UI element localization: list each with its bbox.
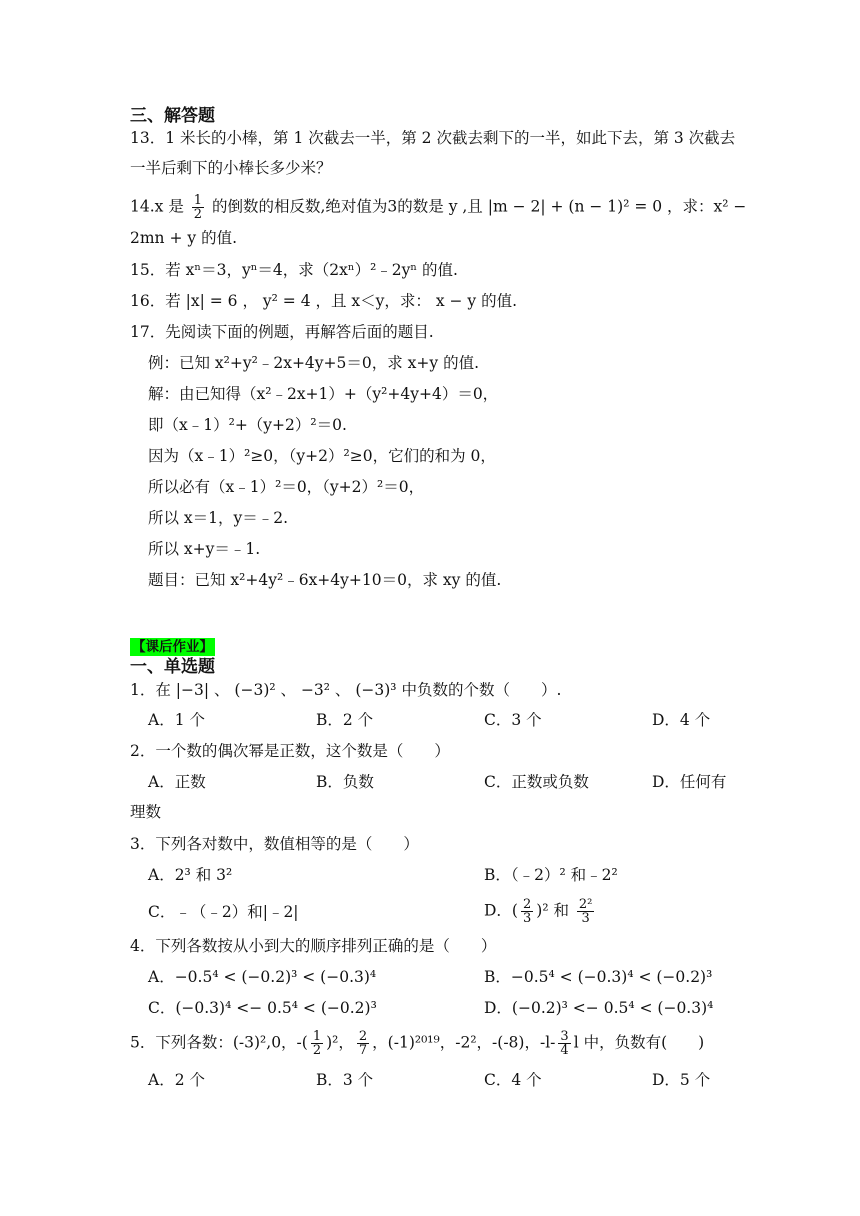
q5-option-d: D．5 个 bbox=[652, 1071, 711, 1089]
section-heading-answers: 三、解答题 bbox=[130, 106, 215, 126]
question-14-suffix: 的倒数的相反数,绝对值为3的数是 y ,且 |m − 2| + (n − 1)² = 0 ，求：x² − bbox=[211, 197, 747, 216]
section-heading-single-choice: 一、单选题 bbox=[130, 657, 215, 677]
q5-part-a: 5．下列各数：(-3)²,0，-( bbox=[130, 1033, 308, 1052]
question-3: 3．下列各对数中，数值相等的是（ ） bbox=[130, 835, 419, 853]
fraction-denominator: 7 bbox=[358, 1043, 368, 1058]
fraction-one-half bbox=[192, 194, 204, 221]
fraction-denominator: 3 bbox=[581, 911, 590, 926]
fraction-denominator: 2 bbox=[193, 207, 203, 222]
example-line-1: 例：已知 x²+y²﹣2x+4y+5＝0，求 x+y 的值. bbox=[148, 354, 480, 372]
example-line-6: 所以 x＝1，y＝﹣2. bbox=[148, 509, 289, 527]
q3-option-c: C．﹣（﹣2）和|﹣2| bbox=[148, 903, 299, 921]
question-14-prefix: 14.x 是 bbox=[130, 197, 184, 216]
question-5 bbox=[130, 1030, 704, 1057]
example-line-8: 题目：已知 x²+4y²﹣6x+4y+10＝0，求 xy 的值. bbox=[148, 571, 502, 589]
q2-option-c: C．正数或负数 bbox=[484, 773, 589, 791]
question-2: 2．一个数的偶次幂是正数，这个数是（ ） bbox=[130, 742, 450, 760]
q4-option-b: B．−0.5⁴ < (−0.3)⁴ < (−0.2)³ bbox=[484, 968, 713, 986]
fraction-denominator: 4 bbox=[560, 1043, 569, 1058]
question-15: 15．若 xⁿ＝3，yⁿ＝4，求（2xⁿ）²﹣2yⁿ 的值. bbox=[130, 261, 458, 279]
homework-tag-line bbox=[130, 636, 215, 657]
fraction-two-squared-over-three bbox=[577, 898, 594, 925]
fraction-denominator: 2 bbox=[312, 1043, 322, 1058]
fraction-numerator: 2 bbox=[522, 897, 532, 912]
fraction-numerator: 2² bbox=[578, 897, 593, 912]
fraction-numerator: 2 bbox=[358, 1029, 368, 1044]
q3-option-a: A．2³ 和 3² bbox=[148, 866, 233, 884]
fraction-numerator: 1 bbox=[312, 1029, 322, 1044]
example-line-5: 所以必有（x﹣1）²＝0，（y+2）²＝0， bbox=[148, 478, 425, 496]
question-17: 17．先阅读下面的例题，再解答后面的题目. bbox=[130, 323, 434, 341]
q5-part-b: )²， bbox=[326, 1033, 354, 1052]
q3-d-middle: )² 和 bbox=[536, 901, 574, 920]
question-14-line1 bbox=[130, 194, 746, 221]
example-line-3: 即（x﹣1）²+（y+2）²＝0. bbox=[148, 416, 347, 434]
question-14-line2: 2mn + y 的值. bbox=[130, 229, 237, 247]
question-13-line2: 一半后剩下的小棒长多少米？ bbox=[130, 159, 332, 177]
question-4: 4．下列各数按从小到大的顺序排列正确的是（ ） bbox=[130, 937, 497, 955]
q2-option-a: A．正数 bbox=[148, 773, 206, 791]
q5-option-b: B．3 个 bbox=[316, 1071, 374, 1089]
q1-option-a: A．1 个 bbox=[148, 711, 205, 729]
question-13-line1: 13．1 米长的小棒，第 1 次截去一半，第 2 次截去剩下的一半，如此下去，第 3 次截去 bbox=[130, 129, 736, 147]
q4-option-a: A．−0.5⁴ < (−0.2)³ < (−0.3)⁴ bbox=[148, 968, 377, 986]
q5-part-c: ，(-1)²⁰¹⁹，-2²，-(-8)，-l- bbox=[372, 1033, 556, 1052]
q2-option-b: B．负数 bbox=[316, 773, 374, 791]
q1-option-c: C．3 个 bbox=[484, 711, 542, 729]
example-line-4: 因为（x﹣1）²≥0，（y+2）²≥0，它们的和为 0， bbox=[148, 447, 496, 465]
question-16: 16．若 |x| = 6 ， y² = 4 ，且 x＜y，求： x − y 的值. bbox=[130, 292, 518, 310]
fraction-two-sevenths bbox=[357, 1030, 369, 1057]
fraction-three-quarters bbox=[558, 1030, 570, 1057]
fraction-one-half bbox=[311, 1030, 323, 1057]
q4-option-d: D．(−0.2)³ <− 0.5⁴ < (−0.3)⁴ bbox=[484, 999, 714, 1017]
q4-option-c: C．(−0.3)⁴ <− 0.5⁴ < (−0.2)³ bbox=[148, 999, 377, 1017]
q1-option-d: D．4 个 bbox=[652, 711, 711, 729]
question-1: 1．在 |−3| 、 (−3)² 、 −3² 、 (−3)³ 中负数的个数（ ）. bbox=[130, 681, 562, 699]
homework-tag: 【课后作业】 bbox=[132, 639, 213, 655]
q3-d-prefix: D．( bbox=[484, 901, 518, 920]
q3-option-b: B．（﹣2）² 和﹣2² bbox=[484, 866, 618, 884]
q2-option-d: D．任何有 bbox=[652, 773, 727, 791]
q1-option-b: B．2 个 bbox=[316, 711, 374, 729]
example-line-7: 所以 x+y＝﹣1. bbox=[148, 540, 261, 558]
example-line-2: 解：由已知得（x²﹣2x+1）+（y²+4y+4）＝0， bbox=[148, 385, 499, 403]
fraction-denominator: 3 bbox=[522, 911, 532, 926]
q2-option-d-wrap: 理数 bbox=[130, 803, 162, 821]
q5-option-a: A．2 个 bbox=[148, 1071, 205, 1089]
q3-option-d bbox=[484, 898, 597, 925]
fraction-numerator: 3 bbox=[560, 1029, 569, 1044]
q5-option-c: C．4 个 bbox=[484, 1071, 542, 1089]
fraction-numerator: 1 bbox=[193, 193, 203, 208]
fraction-two-thirds bbox=[521, 898, 533, 925]
q5-part-d: l 中，负数有( ) bbox=[573, 1033, 705, 1052]
